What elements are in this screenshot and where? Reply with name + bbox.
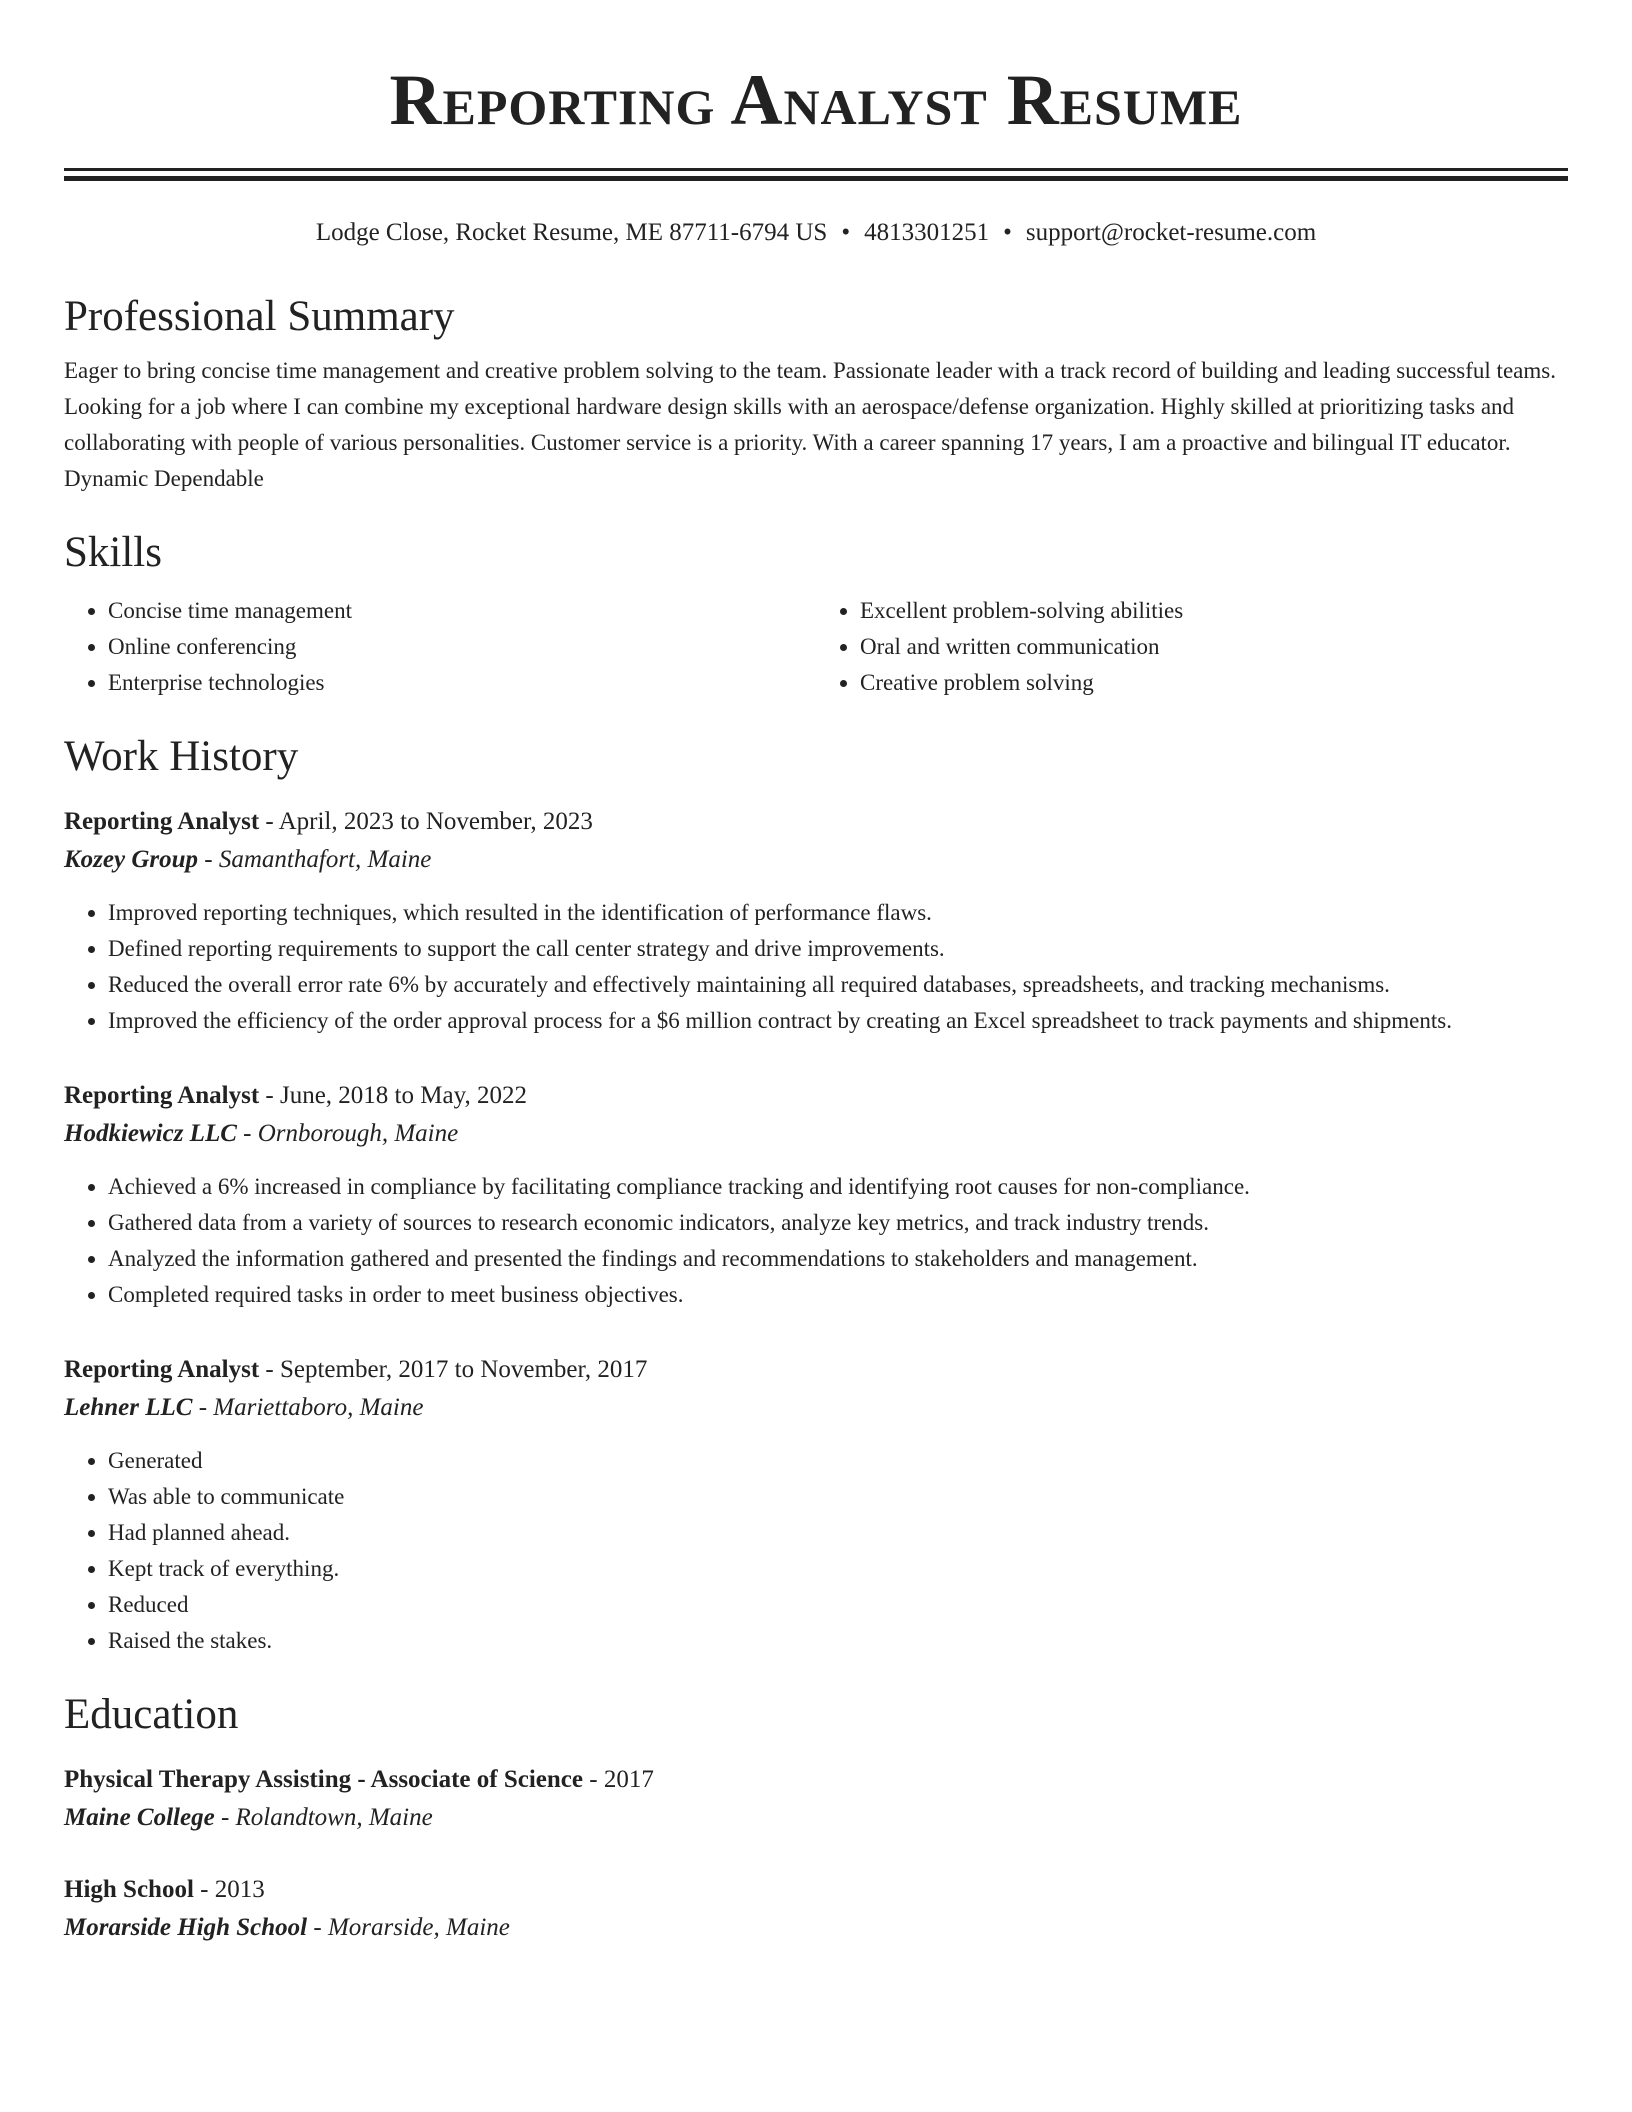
education-year: 2013 [214, 1876, 265, 1903]
job-employer [64, 1115, 1568, 1153]
resume-title: Reporting Analyst Resume [389, 60, 1243, 140]
job-duty: • Defined reporting requirements to support the call center strategy and drive improvements. [108, 931, 1568, 967]
skills-heading: Skills [64, 529, 162, 576]
title-rule-bottom [64, 176, 1568, 181]
dash: - [582, 1766, 604, 1793]
education-year: 2017 [603, 1766, 654, 1793]
job-location: Samanthafort, Maine [218, 846, 432, 873]
job-company: Lehner LLC [64, 1394, 193, 1421]
education-location: Morarside, Maine [327, 1914, 510, 1941]
contact-email: support@rocket-resume.com [1025, 219, 1317, 246]
job-header [64, 1077, 1568, 1115]
job-duties [64, 1169, 1568, 1313]
dash: - [259, 1356, 280, 1383]
job-entry [64, 1351, 1568, 1659]
dash: - [193, 1876, 215, 1903]
skill-item: • Oral and written communication [860, 629, 1568, 665]
education-header [64, 1871, 1568, 1909]
skill-item: • Concise time management [108, 593, 816, 629]
dash: - [192, 1394, 214, 1421]
skill-item: • Creative problem solving [860, 665, 1568, 701]
summary-heading: Professional Summary [64, 293, 455, 340]
summary-text: Eager to bring concise time management and creative problem solving to the team. Passionate leader with a track record of building and leading successful teams. Looking for a job where I can combine my exceptional hardware design skills with an aerospace/defense organization. Highly skilled at prioritizing tasks and collaborating with people of various personalities. Customer service is a priority. With a career spanning 17 years, I am a proactive and bilingual IT educator. Dynamic Dependable [64, 358, 1556, 491]
job-duty: • Improved reporting techniques, which resulted in the identification of performance flaws. [108, 895, 1568, 931]
education-institution [64, 1799, 1568, 1837]
education-header [64, 1761, 1568, 1799]
job-duty: • Completed required tasks in order to meet business objectives. [108, 1277, 1568, 1313]
job-duty: • Analyzed the information gathered and presented the findings and recommendations to stakeholders and management. [108, 1241, 1568, 1277]
job-employer [64, 841, 1568, 879]
education-institution [64, 1909, 1568, 1947]
job-duties [64, 895, 1568, 1039]
job-duty: • Generated [108, 1443, 1568, 1479]
job-title: Reporting Analyst [64, 1356, 260, 1383]
education-degree: Physical Therapy Assisting - Associate of Science [64, 1766, 583, 1793]
job-entry [64, 803, 1568, 1039]
job-dates: June, 2018 to May, 2022 [279, 1082, 527, 1109]
job-header [64, 1351, 1568, 1389]
skill-item: • Online conferencing [108, 629, 816, 665]
job-company: Hodkiewicz LLC [64, 1120, 237, 1147]
title-rule-top [64, 168, 1568, 171]
job-duty: • Had planned ahead. [108, 1515, 1568, 1551]
education-degree: High School [64, 1876, 194, 1903]
job-location: Ornborough, Maine [257, 1120, 459, 1147]
job-duty: • Improved the efficiency of the order approval process for a $6 million contract by creating an Excel spreadsheet to track payments and shipments. [108, 1003, 1568, 1039]
contact-phone: 4813301251 [864, 219, 990, 246]
education-location: Rolandtown, Maine [235, 1804, 433, 1831]
skills-column-left [64, 593, 816, 701]
job-duty: • Raised the stakes. [108, 1623, 1568, 1659]
dash: - [307, 1914, 328, 1941]
contact-separator: • [841, 219, 851, 246]
education-heading: Education [64, 1691, 239, 1738]
job-title: Reporting Analyst [64, 1082, 260, 1109]
dash: - [214, 1804, 236, 1831]
job-employer [64, 1389, 1568, 1427]
job-dates: September, 2017 to November, 2017 [279, 1356, 648, 1383]
job-duty: • Gathered data from a variety of sources to research economic indicators, analyze key metrics, and track industry trends. [108, 1205, 1568, 1241]
education-entry [64, 1871, 1568, 1947]
skills-column-right [816, 593, 1568, 701]
skills-list [64, 593, 1568, 701]
work-history-heading: Work History [64, 733, 299, 780]
job-header [64, 803, 1568, 841]
job-company: Kozey Group [64, 846, 199, 873]
job-duty: • Achieved a 6% increased in compliance by facilitating compliance tracking and identifying root causes for non-compliance. [108, 1169, 1568, 1205]
job-title: Reporting Analyst [64, 808, 260, 835]
skill-item: • Excellent problem-solving abilities [860, 593, 1568, 629]
dash: - [259, 808, 279, 835]
education-entry [64, 1761, 1568, 1837]
dash: - [236, 1120, 258, 1147]
contact-separator: • [1003, 219, 1012, 246]
dash: - [259, 1082, 280, 1109]
education-school: Maine College [64, 1804, 215, 1831]
job-duty: • Kept track of everything. [108, 1551, 1568, 1587]
contact-line [64, 217, 1568, 249]
job-duty: • Was able to communicate [108, 1479, 1568, 1515]
job-duty: • Reduced [108, 1587, 1568, 1623]
job-duty: • Reduced the overall error rate 6% by accurately and effectively maintaining all required databases, spreadsheets, and tracking mechanisms. [108, 967, 1568, 1003]
job-dates: April, 2023 to November, 2023 [278, 808, 593, 835]
job-entry [64, 1077, 1568, 1313]
job-location: Mariettaboro, Maine [213, 1394, 424, 1421]
contact-address: Lodge Close, Rocket Resume, ME 87711-6794 US [315, 219, 828, 246]
skill-item: • Enterprise technologies [108, 665, 816, 701]
dash: - [198, 846, 219, 873]
education-school: Morarside High School [64, 1914, 308, 1941]
job-duties [64, 1443, 1568, 1659]
